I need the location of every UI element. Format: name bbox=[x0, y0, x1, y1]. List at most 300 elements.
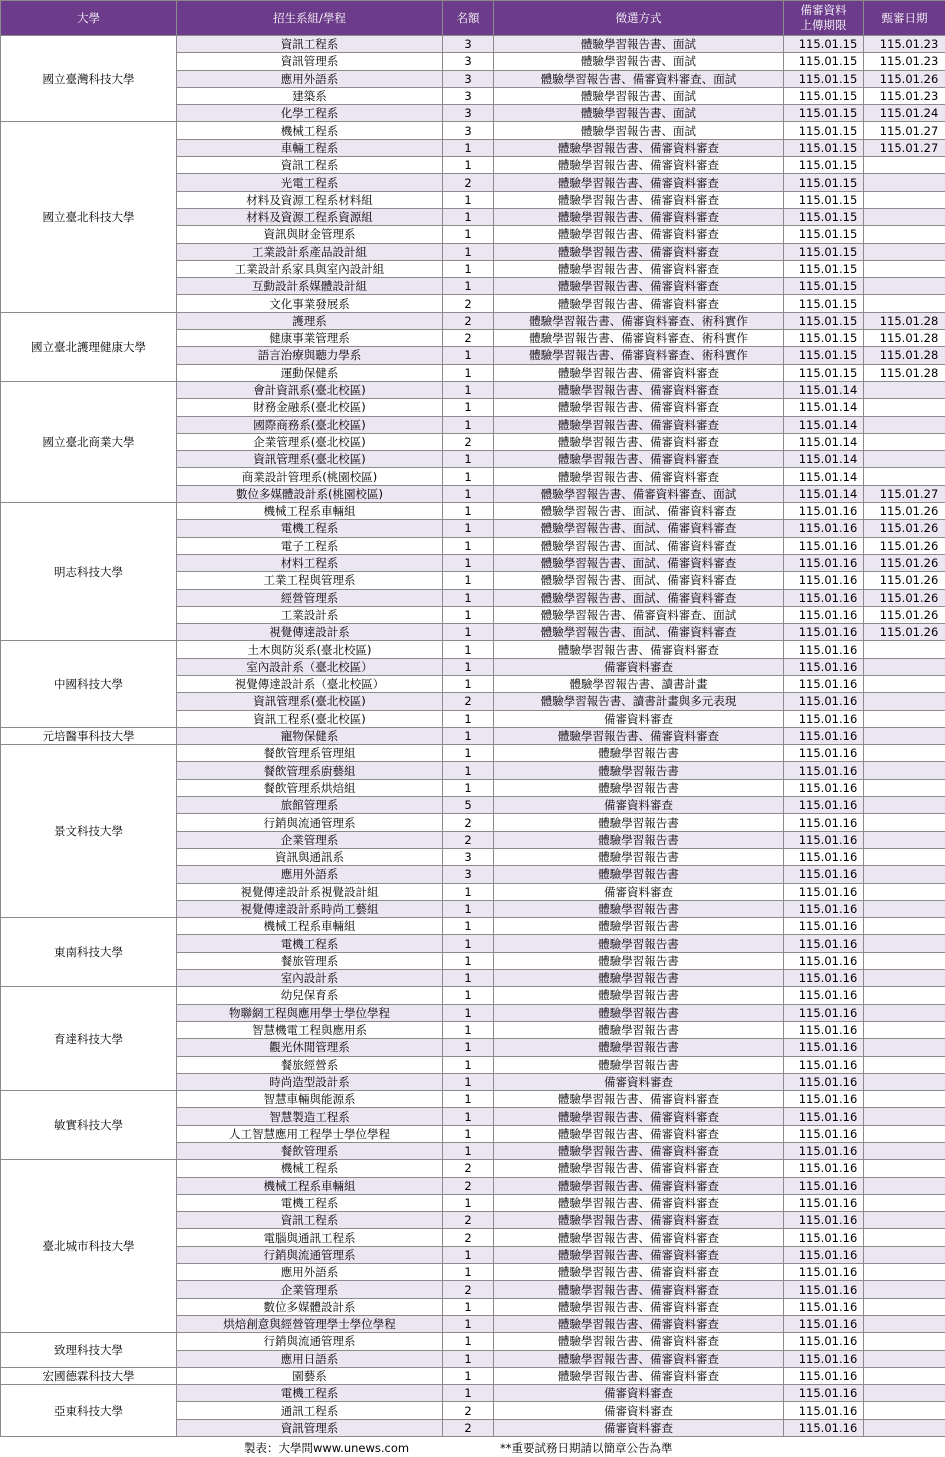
quota-cell: 1 bbox=[443, 779, 494, 796]
department-cell: 電機工程系 bbox=[177, 1385, 443, 1402]
method-cell: 體驗學習報告書、備審資料審查 bbox=[494, 1298, 784, 1315]
deadline-cell: 115.01.15 bbox=[784, 174, 864, 191]
quota-cell: 1 bbox=[443, 1194, 494, 1211]
method-cell: 體驗學習報告書 bbox=[494, 831, 784, 848]
deadline-cell: 115.01.15 bbox=[784, 87, 864, 104]
method-cell: 體驗學習報告書、面試、備審資料審查 bbox=[494, 537, 784, 554]
method-cell: 體驗學習報告書 bbox=[494, 918, 784, 935]
interview-date-cell bbox=[864, 1419, 945, 1436]
interview-date-cell bbox=[864, 1246, 945, 1263]
header-deadline-line1: 備審資料 bbox=[800, 3, 847, 17]
interview-date-cell bbox=[864, 952, 945, 969]
department-cell: 幼兒保育系 bbox=[177, 987, 443, 1004]
method-cell: 備審資料審查 bbox=[494, 658, 784, 675]
deadline-cell: 115.01.16 bbox=[784, 866, 864, 883]
table-row bbox=[1, 918, 945, 935]
quota-cell: 1 bbox=[443, 918, 494, 935]
deadline-cell: 115.01.16 bbox=[784, 606, 864, 623]
method-cell: 體驗學習報告書、備審資料審查 bbox=[494, 1315, 784, 1332]
method-cell: 體驗學習報告書 bbox=[494, 866, 784, 883]
department-cell: 財務金融系(臺北校區) bbox=[177, 399, 443, 416]
deadline-cell: 115.01.16 bbox=[784, 1194, 864, 1211]
department-cell: 土木與防災系(臺北校區) bbox=[177, 641, 443, 658]
method-cell: 體驗學習報告書 bbox=[494, 779, 784, 796]
method-cell: 體驗學習報告書、備審資料審查 bbox=[494, 1125, 784, 1142]
interview-date-cell bbox=[864, 381, 945, 398]
department-cell: 視覺傳達設計系 bbox=[177, 624, 443, 641]
method-cell: 體驗學習報告書 bbox=[494, 935, 784, 952]
deadline-cell: 115.01.14 bbox=[784, 381, 864, 398]
department-cell: 視覺傳達設計系（臺北校區） bbox=[177, 675, 443, 692]
interview-date-cell bbox=[864, 278, 945, 295]
quota-cell: 1 bbox=[443, 624, 494, 641]
department-cell: 會計資訊系(臺北校區) bbox=[177, 381, 443, 398]
method-cell: 體驗學習報告書、備審資料審查 bbox=[494, 226, 784, 243]
quota-cell: 1 bbox=[443, 208, 494, 225]
deadline-cell: 115.01.16 bbox=[784, 710, 864, 727]
university-name: 致理科技大學 bbox=[1, 1333, 177, 1368]
deadline-cell: 115.01.15 bbox=[784, 260, 864, 277]
quota-cell: 3 bbox=[443, 36, 494, 53]
department-cell: 餐飲管理系烘焙組 bbox=[177, 779, 443, 796]
quota-cell: 2 bbox=[443, 295, 494, 312]
interview-date-cell bbox=[864, 1229, 945, 1246]
method-cell: 體驗學習報告書、備審資料審查 bbox=[494, 433, 784, 450]
department-cell: 室內設計系（臺北校區） bbox=[177, 658, 443, 675]
department-cell: 行銷與流通管理系 bbox=[177, 814, 443, 831]
department-cell: 資訊管理系 bbox=[177, 53, 443, 70]
interview-date-cell bbox=[864, 451, 945, 468]
department-cell: 機械工程系車輛組 bbox=[177, 503, 443, 520]
interview-date-cell bbox=[864, 745, 945, 762]
university-name: 敏實科技大學 bbox=[1, 1091, 177, 1160]
interview-date-cell bbox=[864, 658, 945, 675]
interview-date-cell: 115.01.26 bbox=[864, 624, 945, 641]
method-cell: 體驗學習報告書、備審資料審查 bbox=[494, 1212, 784, 1229]
quota-cell: 1 bbox=[443, 572, 494, 589]
table-row bbox=[1, 1091, 945, 1108]
table-row bbox=[1, 36, 945, 53]
deadline-cell: 115.01.14 bbox=[784, 485, 864, 502]
deadline-cell: 115.01.16 bbox=[784, 1160, 864, 1177]
deadline-cell: 115.01.16 bbox=[784, 779, 864, 796]
deadline-cell: 115.01.16 bbox=[784, 1385, 864, 1402]
department-cell: 烘焙創意與經營管理學士學位學程 bbox=[177, 1315, 443, 1332]
quota-cell: 1 bbox=[443, 727, 494, 744]
method-cell: 體驗學習報告書、備審資料審查 bbox=[494, 1246, 784, 1263]
quota-cell: 1 bbox=[443, 1246, 494, 1263]
method-cell: 體驗學習報告書、備審資料審查 bbox=[494, 1281, 784, 1298]
deadline-cell: 115.01.15 bbox=[784, 226, 864, 243]
department-cell: 企業管理系 bbox=[177, 1281, 443, 1298]
deadline-cell: 115.01.15 bbox=[784, 139, 864, 156]
quota-cell: 2 bbox=[443, 1212, 494, 1229]
method-cell: 體驗學習報告書、備審資料審查 bbox=[494, 295, 784, 312]
deadline-cell: 115.01.15 bbox=[784, 53, 864, 70]
method-cell: 備審資料審查 bbox=[494, 1385, 784, 1402]
deadline-cell: 115.01.14 bbox=[784, 416, 864, 433]
footer bbox=[0, 1439, 945, 1457]
quota-cell: 1 bbox=[443, 1073, 494, 1090]
quota-cell: 1 bbox=[443, 451, 494, 468]
method-cell: 體驗學習報告書 bbox=[494, 814, 784, 831]
deadline-cell: 115.01.15 bbox=[784, 70, 864, 87]
interview-date-cell bbox=[864, 1281, 945, 1298]
quota-cell: 3 bbox=[443, 848, 494, 865]
department-cell: 時尚造型設計系 bbox=[177, 1073, 443, 1090]
department-cell: 餐飲管理系管理組 bbox=[177, 745, 443, 762]
method-cell: 體驗學習報告書、面試、備審資料審查 bbox=[494, 503, 784, 520]
deadline-cell: 115.01.16 bbox=[784, 1298, 864, 1315]
deadline-cell: 115.01.16 bbox=[784, 1333, 864, 1350]
deadline-cell: 115.01.15 bbox=[784, 191, 864, 208]
interview-date-cell bbox=[864, 866, 945, 883]
interview-date-cell: 115.01.26 bbox=[864, 70, 945, 87]
quota-cell: 2 bbox=[443, 1402, 494, 1419]
interview-date-cell: 115.01.26 bbox=[864, 572, 945, 589]
quota-cell: 1 bbox=[443, 641, 494, 658]
method-cell: 體驗學習報告書、備審資料審查 bbox=[494, 139, 784, 156]
quota-cell: 2 bbox=[443, 1229, 494, 1246]
quota-cell: 1 bbox=[443, 1143, 494, 1160]
quota-cell: 2 bbox=[443, 433, 494, 450]
quota-cell: 1 bbox=[443, 952, 494, 969]
header-deadline-line2: 上傳期限 bbox=[800, 18, 847, 32]
method-cell: 體驗學習報告書、面試 bbox=[494, 105, 784, 122]
method-cell: 體驗學習報告書、備審資料審查 bbox=[494, 157, 784, 174]
department-cell: 工業工程與管理系 bbox=[177, 572, 443, 589]
deadline-cell: 115.01.16 bbox=[784, 641, 864, 658]
interview-date-cell: 115.01.23 bbox=[864, 36, 945, 53]
deadline-cell: 115.01.15 bbox=[784, 36, 864, 53]
interview-date-cell bbox=[864, 1402, 945, 1419]
deadline-cell: 115.01.15 bbox=[784, 208, 864, 225]
department-cell: 語言治療與聽力學系 bbox=[177, 347, 443, 364]
method-cell: 體驗學習報告書、備審資料審查 bbox=[494, 399, 784, 416]
department-cell: 資訊工程系(臺北校區) bbox=[177, 710, 443, 727]
deadline-cell: 115.01.14 bbox=[784, 399, 864, 416]
deadline-cell: 115.01.15 bbox=[784, 243, 864, 260]
interview-date-cell bbox=[864, 416, 945, 433]
department-cell: 園藝系 bbox=[177, 1367, 443, 1384]
method-cell: 體驗學習報告書 bbox=[494, 900, 784, 917]
quota-cell: 1 bbox=[443, 1350, 494, 1367]
deadline-cell: 115.01.15 bbox=[784, 157, 864, 174]
quota-cell: 5 bbox=[443, 797, 494, 814]
deadline-cell: 115.01.16 bbox=[784, 797, 864, 814]
quota-cell: 1 bbox=[443, 520, 494, 537]
quota-cell: 3 bbox=[443, 105, 494, 122]
quota-cell: 1 bbox=[443, 381, 494, 398]
interview-date-cell bbox=[864, 900, 945, 917]
deadline-cell: 115.01.16 bbox=[784, 1264, 864, 1281]
department-cell: 寵物保健系 bbox=[177, 727, 443, 744]
quota-cell: 1 bbox=[443, 935, 494, 952]
quota-cell: 1 bbox=[443, 1385, 494, 1402]
deadline-cell: 115.01.16 bbox=[784, 1212, 864, 1229]
department-cell: 應用日語系 bbox=[177, 1350, 443, 1367]
footer-made-by: 製表：大學問www.unews.com bbox=[244, 1441, 410, 1455]
department-cell: 應用外語系 bbox=[177, 70, 443, 87]
department-cell: 資訊工程系 bbox=[177, 157, 443, 174]
department-cell: 餐飲管理系廚藝組 bbox=[177, 762, 443, 779]
deadline-cell: 115.01.16 bbox=[784, 675, 864, 692]
method-cell: 體驗學習報告書、讀書計畫與多元表現 bbox=[494, 693, 784, 710]
header-university: 大學 bbox=[1, 1, 177, 36]
quota-cell: 1 bbox=[443, 1264, 494, 1281]
method-cell: 體驗學習報告書、備審資料審查 bbox=[494, 174, 784, 191]
deadline-cell: 115.01.16 bbox=[784, 572, 864, 589]
university-name: 明志科技大學 bbox=[1, 503, 177, 641]
interview-date-cell: 115.01.28 bbox=[864, 364, 945, 381]
deadline-cell: 115.01.14 bbox=[784, 468, 864, 485]
interview-date-cell bbox=[864, 918, 945, 935]
quota-cell: 1 bbox=[443, 1315, 494, 1332]
deadline-cell: 115.01.16 bbox=[784, 1367, 864, 1384]
deadline-cell: 115.01.15 bbox=[784, 330, 864, 347]
interview-date-cell bbox=[864, 1194, 945, 1211]
department-cell: 視覺傳達設計系視覺設計組 bbox=[177, 883, 443, 900]
interview-date-cell bbox=[864, 208, 945, 225]
department-cell: 資訊與財金管理系 bbox=[177, 226, 443, 243]
method-cell: 體驗學習報告書、備審資料審查 bbox=[494, 727, 784, 744]
method-cell: 體驗學習報告書 bbox=[494, 1004, 784, 1021]
department-cell: 經營管理系 bbox=[177, 589, 443, 606]
department-cell: 數位多媒體設計系 bbox=[177, 1298, 443, 1315]
department-cell: 物聯網工程與應用學士學位學程 bbox=[177, 1004, 443, 1021]
department-cell: 機械工程系車輛組 bbox=[177, 1177, 443, 1194]
method-cell: 體驗學習報告書、備審資料審查 bbox=[494, 208, 784, 225]
method-cell: 體驗學習報告書、備審資料審查 bbox=[494, 1108, 784, 1125]
interview-date-cell: 115.01.26 bbox=[864, 589, 945, 606]
department-cell: 工業設計系家具與室內設計組 bbox=[177, 260, 443, 277]
university-name: 臺北城市科技大學 bbox=[1, 1160, 177, 1333]
table-row bbox=[1, 1385, 945, 1402]
interview-date-cell: 115.01.28 bbox=[864, 312, 945, 329]
quota-cell: 1 bbox=[443, 416, 494, 433]
quota-cell: 2 bbox=[443, 831, 494, 848]
deadline-cell: 115.01.16 bbox=[784, 658, 864, 675]
table-row bbox=[1, 641, 945, 658]
interview-date-cell bbox=[864, 1160, 945, 1177]
method-cell: 體驗學習報告書、備審資料審查 bbox=[494, 260, 784, 277]
deadline-cell: 115.01.15 bbox=[784, 278, 864, 295]
deadline-cell: 115.01.16 bbox=[784, 1315, 864, 1332]
quota-cell: 1 bbox=[443, 537, 494, 554]
interview-date-cell bbox=[864, 1350, 945, 1367]
deadline-cell: 115.01.15 bbox=[784, 312, 864, 329]
university-name: 國立臺灣科技大學 bbox=[1, 36, 177, 122]
department-cell: 車輛工程系 bbox=[177, 139, 443, 156]
deadline-cell: 115.01.16 bbox=[784, 1091, 864, 1108]
interview-date-cell bbox=[864, 797, 945, 814]
department-cell: 行銷與流通管理系 bbox=[177, 1246, 443, 1263]
quota-cell: 1 bbox=[443, 900, 494, 917]
table-row bbox=[1, 987, 945, 1004]
quota-cell: 1 bbox=[443, 1125, 494, 1142]
interview-date-cell bbox=[864, 1333, 945, 1350]
method-cell: 體驗學習報告書、備審資料審查 bbox=[494, 1160, 784, 1177]
deadline-cell: 115.01.15 bbox=[784, 295, 864, 312]
department-cell: 資訊管理系(臺北校區) bbox=[177, 451, 443, 468]
interview-date-cell: 115.01.26 bbox=[864, 537, 945, 554]
interview-date-cell bbox=[864, 1004, 945, 1021]
deadline-cell: 115.01.16 bbox=[784, 1108, 864, 1125]
deadline-cell: 115.01.16 bbox=[784, 935, 864, 952]
quota-cell: 1 bbox=[443, 883, 494, 900]
interview-date-cell bbox=[864, 693, 945, 710]
method-cell: 體驗學習報告書、面試、備審資料審查 bbox=[494, 520, 784, 537]
department-cell: 材料工程系 bbox=[177, 554, 443, 571]
interview-date-cell bbox=[864, 1385, 945, 1402]
department-cell: 資訊工程系 bbox=[177, 36, 443, 53]
method-cell: 體驗學習報告書、備審資料審查、面試 bbox=[494, 606, 784, 623]
method-cell: 體驗學習報告書、面試、備審資料審查 bbox=[494, 589, 784, 606]
table-row bbox=[1, 1333, 945, 1350]
quota-cell: 3 bbox=[443, 87, 494, 104]
department-cell: 餐飲管理系 bbox=[177, 1143, 443, 1160]
department-cell: 數位多媒體設計系(桃園校區) bbox=[177, 485, 443, 502]
department-cell: 材料及資源工程系資源組 bbox=[177, 208, 443, 225]
interview-date-cell bbox=[864, 727, 945, 744]
deadline-cell: 115.01.15 bbox=[784, 105, 864, 122]
department-cell: 化學工程系 bbox=[177, 105, 443, 122]
method-cell: 體驗學習報告書、面試 bbox=[494, 36, 784, 53]
method-cell: 體驗學習報告書 bbox=[494, 1039, 784, 1056]
header-method: 徵選方式 bbox=[494, 1, 784, 36]
deadline-cell: 115.01.16 bbox=[784, 503, 864, 520]
table-row bbox=[1, 1367, 945, 1384]
quota-cell: 1 bbox=[443, 1039, 494, 1056]
quota-cell: 1 bbox=[443, 364, 494, 381]
quota-cell: 2 bbox=[443, 1160, 494, 1177]
method-cell: 體驗學習報告書 bbox=[494, 1021, 784, 1038]
university-name: 景文科技大學 bbox=[1, 745, 177, 918]
university-name: 育達科技大學 bbox=[1, 987, 177, 1091]
method-cell: 體驗學習報告書、備審資料審查 bbox=[494, 381, 784, 398]
quota-cell: 2 bbox=[443, 330, 494, 347]
department-cell: 材料及資源工程系材料組 bbox=[177, 191, 443, 208]
interview-date-cell: 115.01.28 bbox=[864, 347, 945, 364]
method-cell: 體驗學習報告書、備審資料審查 bbox=[494, 451, 784, 468]
interview-date-cell bbox=[864, 1056, 945, 1073]
department-cell: 電子工程系 bbox=[177, 537, 443, 554]
deadline-cell: 115.01.16 bbox=[784, 624, 864, 641]
interview-date-cell bbox=[864, 1298, 945, 1315]
deadline-cell: 115.01.16 bbox=[784, 831, 864, 848]
deadline-cell: 115.01.16 bbox=[784, 1039, 864, 1056]
department-cell: 建築系 bbox=[177, 87, 443, 104]
department-cell: 工業設計系產品設計組 bbox=[177, 243, 443, 260]
deadline-cell: 115.01.16 bbox=[784, 520, 864, 537]
deadline-cell: 115.01.16 bbox=[784, 1125, 864, 1142]
method-cell: 備審資料審查 bbox=[494, 1402, 784, 1419]
method-cell: 體驗學習報告書 bbox=[494, 848, 784, 865]
interview-date-cell bbox=[864, 1177, 945, 1194]
department-cell: 行銷與流通管理系 bbox=[177, 1333, 443, 1350]
method-cell: 備審資料審查 bbox=[494, 1419, 784, 1436]
interview-date-cell: 115.01.26 bbox=[864, 503, 945, 520]
interview-date-cell bbox=[864, 710, 945, 727]
quota-cell: 1 bbox=[443, 762, 494, 779]
method-cell: 體驗學習報告書、備審資料審查 bbox=[494, 278, 784, 295]
deadline-cell: 115.01.16 bbox=[784, 1350, 864, 1367]
department-cell: 觀光休閒管理系 bbox=[177, 1039, 443, 1056]
quota-cell: 2 bbox=[443, 312, 494, 329]
quota-cell: 2 bbox=[443, 814, 494, 831]
method-cell: 體驗學習報告書、備審資料審查 bbox=[494, 243, 784, 260]
method-cell: 體驗學習報告書、備審資料審查 bbox=[494, 1143, 784, 1160]
interview-date-cell bbox=[864, 1143, 945, 1160]
method-cell: 體驗學習報告書、面試、備審資料審查 bbox=[494, 572, 784, 589]
department-cell: 智慧車輛與能源系 bbox=[177, 1091, 443, 1108]
interview-date-cell bbox=[864, 295, 945, 312]
quota-cell: 1 bbox=[443, 675, 494, 692]
quota-cell: 1 bbox=[443, 157, 494, 174]
department-cell: 電機工程系 bbox=[177, 520, 443, 537]
table-row bbox=[1, 1160, 945, 1177]
department-cell: 運動保健系 bbox=[177, 364, 443, 381]
deadline-cell: 115.01.16 bbox=[784, 1281, 864, 1298]
deadline-cell: 115.01.15 bbox=[784, 364, 864, 381]
department-cell: 視覺傳達設計系時尚工藝組 bbox=[177, 900, 443, 917]
header-department: 招生系組/學程 bbox=[177, 1, 443, 36]
department-cell: 機械工程系 bbox=[177, 122, 443, 139]
department-cell: 電腦與通訊工程系 bbox=[177, 1229, 443, 1246]
table-row bbox=[1, 381, 945, 398]
method-cell: 體驗學習報告書、面試 bbox=[494, 122, 784, 139]
quota-cell: 3 bbox=[443, 866, 494, 883]
deadline-cell: 115.01.16 bbox=[784, 762, 864, 779]
quota-cell: 1 bbox=[443, 589, 494, 606]
interview-date-cell bbox=[864, 260, 945, 277]
interview-date-cell bbox=[864, 779, 945, 796]
university-name: 亞東科技大學 bbox=[1, 1385, 177, 1437]
department-cell: 機械工程系車輛組 bbox=[177, 918, 443, 935]
quota-cell: 1 bbox=[443, 970, 494, 987]
interview-date-cell bbox=[864, 1039, 945, 1056]
quota-cell: 1 bbox=[443, 745, 494, 762]
quota-cell: 1 bbox=[443, 260, 494, 277]
quota-cell: 3 bbox=[443, 122, 494, 139]
method-cell: 體驗學習報告書、備審資料審查 bbox=[494, 1333, 784, 1350]
method-cell: 體驗學習報告書、備審資料審查、面試 bbox=[494, 485, 784, 502]
interview-date-cell: 115.01.26 bbox=[864, 554, 945, 571]
deadline-cell: 115.01.16 bbox=[784, 970, 864, 987]
department-cell: 光電工程系 bbox=[177, 174, 443, 191]
deadline-cell: 115.01.15 bbox=[784, 122, 864, 139]
department-cell: 餐旅管理系 bbox=[177, 952, 443, 969]
method-cell: 體驗學習報告書、面試、備審資料審查 bbox=[494, 624, 784, 641]
method-cell: 體驗學習報告書、備審資料審查 bbox=[494, 364, 784, 381]
interview-date-cell bbox=[864, 226, 945, 243]
university-name: 宏國德霖科技大學 bbox=[1, 1367, 177, 1384]
interview-date-cell bbox=[864, 174, 945, 191]
quota-cell: 1 bbox=[443, 278, 494, 295]
quota-cell: 1 bbox=[443, 1056, 494, 1073]
deadline-cell: 115.01.16 bbox=[784, 554, 864, 571]
department-cell: 室內設計系 bbox=[177, 970, 443, 987]
interview-date-cell bbox=[864, 243, 945, 260]
university-name: 東南科技大學 bbox=[1, 918, 177, 987]
quota-cell: 2 bbox=[443, 1281, 494, 1298]
quota-cell: 1 bbox=[443, 554, 494, 571]
department-cell: 智慧機電工程與應用系 bbox=[177, 1021, 443, 1038]
interview-date-cell bbox=[864, 987, 945, 1004]
quota-cell: 1 bbox=[443, 1367, 494, 1384]
university-name: 國立臺北商業大學 bbox=[1, 381, 177, 502]
header-row bbox=[1, 1, 945, 36]
